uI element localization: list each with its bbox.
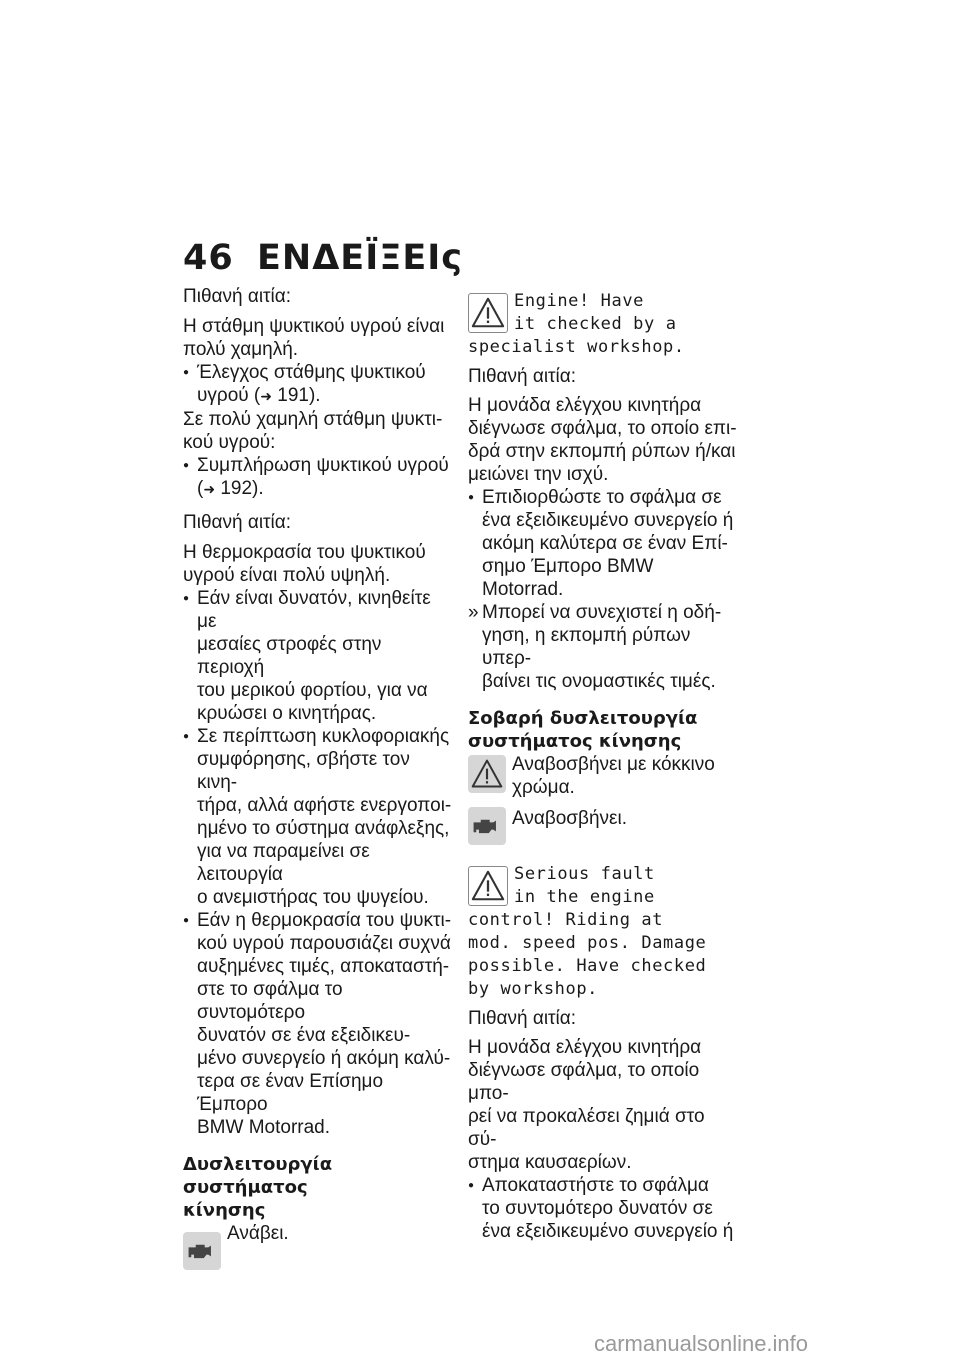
cause-text-line: δρά στην εκπομπή ρύπων ή/και xyxy=(468,441,736,462)
bullet-text-line: Αποκαταστήστε το σφάλμα xyxy=(482,1175,709,1196)
bullet-text-line: ένα εξειδικευμένο συνεργείο ή xyxy=(482,1221,734,1242)
bullet-item xyxy=(468,1174,738,1243)
cause-text-line: Η μονάδα ελέγχου κινητήρα xyxy=(468,395,702,416)
cause-label: Πιθανή αιτία: xyxy=(468,366,577,387)
result-marker: » xyxy=(468,602,479,623)
bullet-text-line: κρυώσει ο κινητήρας. xyxy=(197,703,377,724)
cause-text-line: στημα καυσαερίων. xyxy=(468,1152,632,1173)
cause-label: Πιθανή αιτία: xyxy=(468,1008,577,1029)
warning-triangle-icon xyxy=(468,293,508,333)
bullet-text-line: Έλεγχος στάθμης ψυκτικού xyxy=(197,362,426,383)
display-message-line: by workshop. xyxy=(468,979,599,999)
page-header xyxy=(183,238,463,278)
display-message-line: mod. speed pos. Damage xyxy=(468,933,707,953)
bullet-dot-icon xyxy=(183,454,197,501)
engine-check-icon xyxy=(183,1232,221,1270)
warning-triangle-icon xyxy=(468,755,506,793)
bullet-item xyxy=(468,486,738,601)
lamp-status-text: Ανάβει. xyxy=(227,1223,289,1244)
engine-lamp-row xyxy=(183,1222,453,1270)
section-heading-line: Σοβαρή δυσλειτουργία xyxy=(468,708,698,729)
bullet-item xyxy=(183,725,453,909)
display-message-line: it checked by a xyxy=(514,314,677,334)
result-text-line: βαίνει τις ονομαστικές τιμές. xyxy=(482,671,716,692)
bullet-item xyxy=(183,454,453,501)
bullet-text-line: μεσαίες στροφές στην περιοχή xyxy=(197,634,382,678)
cause-text-line: Η θερμοκρασία του ψυκτικού xyxy=(183,542,426,563)
bullet-text-line: τερα σε έναν Επίσημο Έμπορο xyxy=(197,1071,384,1115)
bullet-dot-icon xyxy=(183,725,197,909)
bullet-text-line: στε το σφάλμα το συντομότερο xyxy=(197,979,343,1023)
bullet-dot-icon xyxy=(468,1174,482,1243)
bullet-text-line: τήρα, αλλά αφήστε ενεργοποι- xyxy=(197,795,452,816)
right-column xyxy=(468,290,738,1243)
bullet-item xyxy=(183,909,453,1139)
warning-triangle-icon xyxy=(468,866,508,906)
lamp-status-text: Αναβοσβήνει. xyxy=(512,808,628,829)
section-heading-line: συστήματος κίνησης xyxy=(468,731,682,752)
bullet-item xyxy=(183,587,453,725)
bullet-text-line: δυνατόν σε ένα εξειδικευ- xyxy=(197,1025,411,1046)
bullet-text-line: ο ανεμιστήρας του ψυγείου. xyxy=(197,887,429,908)
bullet-text-line: σημο Έμπορο BMW Motorrad. xyxy=(482,556,654,600)
bullet-text-line: υγρού ( xyxy=(197,385,261,406)
page-reference-arrow-icon: ➜ xyxy=(203,481,216,497)
display-message-line: in the engine xyxy=(514,887,655,907)
page-reference-number[interactable]: 192). xyxy=(220,478,264,499)
bullet-text-line: για να παραμείνει σε λειτουργία xyxy=(197,841,370,885)
bullet-text-line: συμφόρησης, σβήστε τον κινη- xyxy=(197,749,410,793)
cause-text-line: μειώνει την ισχύ. xyxy=(468,464,609,485)
bullet-text-line: αυξημένες τιμές, αποκαταστή- xyxy=(197,956,450,977)
text-line: κού υγρού: xyxy=(183,432,276,453)
lamp-status-text: χρώμα. xyxy=(512,777,575,798)
bullet-text-line: ακόμη καλύτερα σε έναν Επί- xyxy=(482,533,728,554)
cause-label: Πιθανή αιτία: xyxy=(183,286,292,307)
cause-text-line: ρεί να προκαλέσει ζημιά στο σύ- xyxy=(468,1106,705,1150)
result-text-line: Μπορεί να συνεχιστεί η οδή- xyxy=(482,602,722,623)
display-message-line: specialist workshop. xyxy=(468,337,685,357)
engine-check-icon xyxy=(468,807,506,845)
watermark-link[interactable]: carmanualsonline.info xyxy=(594,1331,809,1356)
engine-lamp-row xyxy=(468,807,738,845)
display-message-line: Engine! Have xyxy=(514,291,645,311)
warning-message-block xyxy=(468,863,738,909)
text-line: Σε πολύ χαμηλή στάθμη ψυκτι- xyxy=(183,409,443,430)
page-reference-number[interactable]: 191). xyxy=(277,385,321,406)
left-column xyxy=(183,285,453,1270)
bullet-dot-icon xyxy=(468,486,482,601)
cause-text-line: διέγνωσε σφάλμα, το οποίο επι- xyxy=(468,418,737,439)
cause-text-line: διέγνωσε σφάλμα, το οποίο μπο- xyxy=(468,1060,700,1104)
bullet-text-line: Εάν είναι δυνατόν, κινηθείτε με xyxy=(197,588,431,632)
cause-label: Πιθανή αιτία: xyxy=(183,512,292,533)
bullet-text-line: Συμπλήρωση ψυκτικού υγρού xyxy=(197,455,449,476)
bullet-text-line: το συντομότερο δυνατόν σε xyxy=(482,1198,713,1219)
bullet-text-line: Σε περίπτωση κυκλοφοριακής xyxy=(197,726,450,747)
display-message-line: possible. Have checked xyxy=(468,956,707,976)
bullet-text-line: μένο συνεργείο ή ακόμη καλύ- xyxy=(197,1048,451,1069)
section-heading-fault xyxy=(183,1153,453,1222)
display-message-line: Serious fault xyxy=(514,864,655,884)
bullet-text-line: κού υγρού παρουσιάζει συχνά xyxy=(197,933,451,954)
section-heading-line: κίνησης xyxy=(183,1200,266,1221)
cause-text-line: Η στάθμη ψυκτικού υγρού είναι xyxy=(183,316,445,337)
cause-text-line: πολύ χαμηλή. xyxy=(183,339,299,360)
bullet-dot-icon xyxy=(183,909,197,1139)
bullet-text-line: Επιδιορθώστε το σφάλμα σε xyxy=(482,487,722,508)
bullet-dot-icon xyxy=(183,361,197,408)
bullet-text-line: ημένο το σύστημα ανάφλεξης, xyxy=(197,818,450,839)
bullet-item xyxy=(183,361,453,408)
warning-lamp-row xyxy=(468,753,738,799)
page-reference-arrow-icon: ➜ xyxy=(260,388,272,404)
cause-text-line: υγρού είναι πολύ υψηλή. xyxy=(183,565,391,586)
warning-message-block xyxy=(468,290,738,336)
display-message-line: control! Riding at xyxy=(468,910,664,930)
bullet-text-line: BMW Motorrad. xyxy=(197,1117,331,1138)
bullet-text-line: ένα εξειδικευμένο συνεργείο ή xyxy=(482,510,734,531)
result-text-line: γηση, η εκπομπή ρύπων υπερ- xyxy=(482,625,691,669)
bullet-text-line: ( xyxy=(197,478,204,499)
bullet-text-line: Εάν η θερμοκρασία του ψυκτι- xyxy=(197,910,452,931)
section-heading-serious xyxy=(468,707,738,753)
result-item xyxy=(468,601,738,693)
bullet-dot-icon xyxy=(183,587,197,725)
cause-text-line: Η μονάδα ελέγχου κινητήρα xyxy=(468,1037,702,1058)
page-title: ΕΝΔΕΪΞΕΙς xyxy=(257,238,464,278)
lamp-status-text: Αναβοσβήνει με κόκκινο xyxy=(512,754,715,775)
page-number: 46 xyxy=(183,238,234,278)
section-heading-line: Δυσλειτουργία συστήματος xyxy=(183,1154,333,1198)
bullet-text-line: του μερικού φορτίου, για να xyxy=(197,680,428,701)
